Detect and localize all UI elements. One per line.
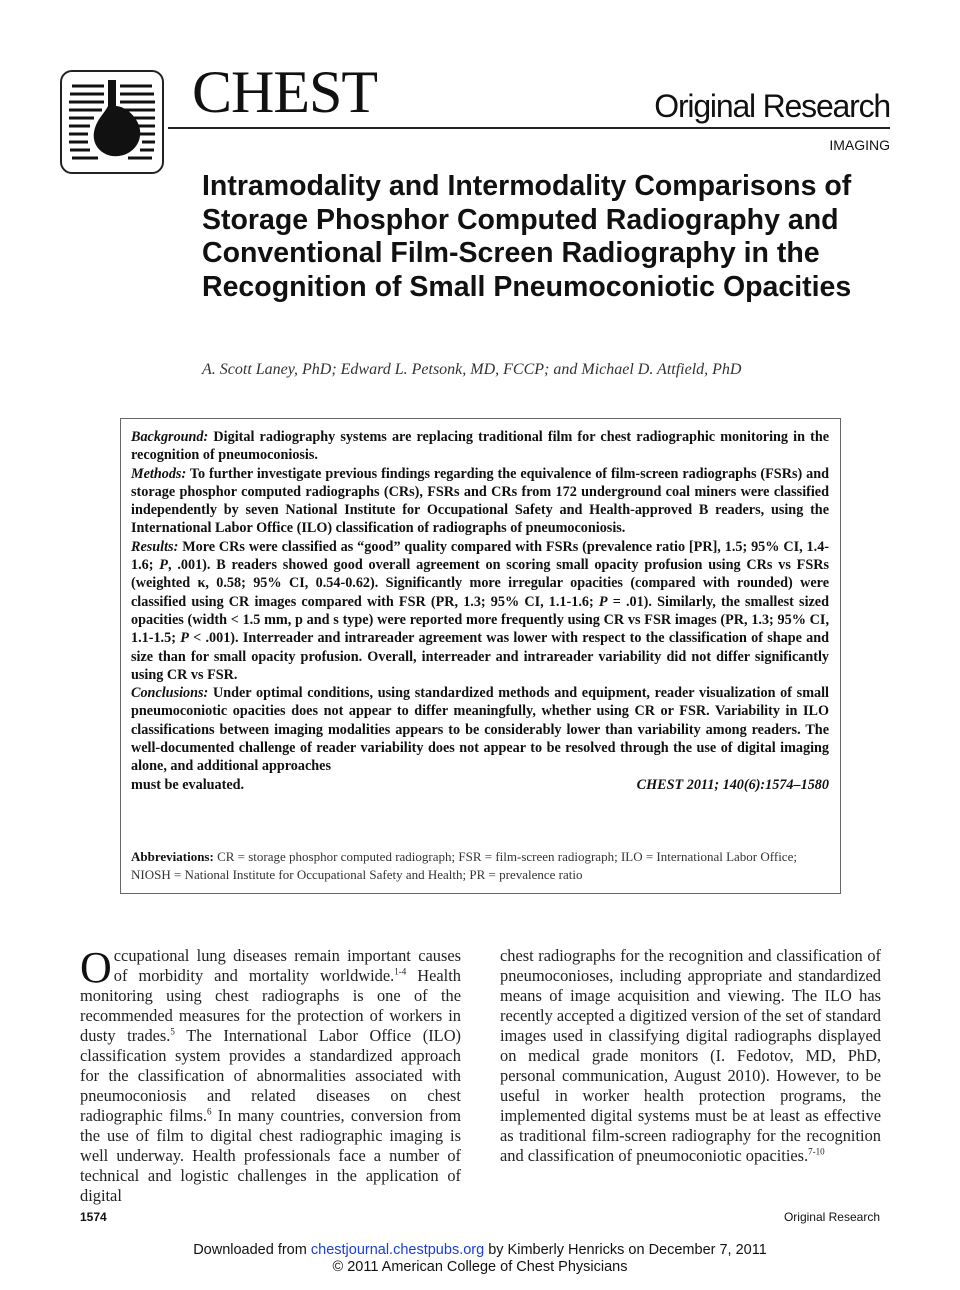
results-label: Results: xyxy=(131,538,179,555)
page-number: 1574 xyxy=(80,1210,107,1224)
conclusions-label: Conclusions: xyxy=(131,685,209,702)
reference-mark: 7-10 xyxy=(808,1146,825,1157)
p-symbol: P xyxy=(598,593,608,610)
abstract-results xyxy=(131,538,829,684)
article-title: Intramodality and Intermodality Comparisons of Storage Phosphor Computed Radiography and Conventional Film-Screen Radiography in the Recognition of Small Pneumoconiotic Opacities xyxy=(202,170,852,303)
methods-text: To further investigate previous findings regarding the equivalence of film-screen radiographs (FSRs) and storage phosphor computed radiographs (CRs), FSRs and CRs from 172 underground coal miners were classified independently by seven National Institute for Occupational Safety and Health-approved B readers, using the International Labor Office (ILO) classification of radiographs of pneumoconiosis. xyxy=(131,465,829,537)
journal-name: CHEST xyxy=(192,59,378,125)
background-label: Background: xyxy=(131,429,209,445)
journal-site-link[interactable]: chestjournal.chestpubs.org xyxy=(310,1242,485,1258)
citation-line xyxy=(131,776,829,794)
body-text: chest radiographs for the recognition and classification of pneumoconioses, including appropriate and standardized means of image acquisition and viewing. The ILO has recently accepted a digitized version of the set of standard images used in classifying digital radiographs displayed on medical grade monitors (I. Fedotov, MD, PhD, personal communication, August 2010). However, to be useful in worker health protection programs, the implemented digital systems must be at least as effective as traditional film-screen radiography for the recognition and classification of pneumoconiotic opacities. xyxy=(500,946,881,1165)
conclusions-text: Under optimal conditions, using standardized methods and equipment, reader visualization of small pneumoconiotic opacities does not appear to differ meaningfully, whether using CR or FSR. Variability in ILO classifications between imaging modalities appears to be considerably lower than variability among readers. The well-documented challenge of reader variability does not appear to be resolved through the use of digital imaging alone, and additional approaches xyxy=(131,685,829,775)
category-label: IMAGING xyxy=(829,137,890,153)
body-text: In many countries, conversion from the use of film to digital chest radiographic imaging is well underway. Health professionals face a number of technical and logistic challenges in the application of digital xyxy=(80,1106,462,1205)
reference-mark: 1-4 xyxy=(394,966,407,977)
drop-cap: O xyxy=(80,943,112,992)
download-suffix: by Kimberly Henricks on December 7, 2011 xyxy=(488,1242,767,1258)
abstract-methods xyxy=(131,465,829,538)
body-text: Health monitoring using chest radiographs is one of the recommended measures for the protection of workers in dusty trades. xyxy=(80,966,461,1045)
methods-label: Methods: xyxy=(131,465,187,482)
body-text: The International Labor Office (ILO) classification system provides a standardized approach for the classification of abnormalities associated with pneumoconiosis and related diseases on chest radiographic films. xyxy=(80,1026,461,1125)
copyright-notice: © 2011 American College of Chest Physicians xyxy=(332,1259,628,1275)
author-list: A. Scott Laney, PhD; Edward L. Petsonk, MD, FCCP; and Michael D. Attfield, PhD xyxy=(202,361,742,378)
body-text: ccupational lung diseases remain important causes of morbidity and mortality worldwide. xyxy=(113,946,461,985)
abstract-background xyxy=(131,428,829,465)
abbreviations-text: CR = storage phosphor computed radiograph; FSR = film-screen radiograph; ILO = International Labor Office; NIOSH = National Institute for Occupational Safety and Health; PR = prevalence ratio xyxy=(131,849,797,882)
section-label: Original Research xyxy=(654,88,890,124)
p-symbol: P xyxy=(159,557,168,574)
lungs-heart-icon xyxy=(62,72,162,172)
footer-section-label: Original Research xyxy=(783,1210,880,1224)
abstract-conclusions xyxy=(131,684,829,775)
results-text-3: = .01). Similarly, the smallest sized opacities (width < 1.5 mm, p and s type) were reported more frequently using CR vs FSR images (PR, 1.3; 95% CI, 1.1-1.5; xyxy=(131,593,829,647)
reference-mark: 6 xyxy=(206,1106,212,1117)
download-notice xyxy=(0,1242,960,1258)
results-text-1: More CRs were classified as “good” quality compared with FSRs (prevalence ratio [PR], 1.5; 95% CI, 1.4-1.6; xyxy=(131,538,830,574)
citation: CHEST 2011; 140(6):1574–1580 xyxy=(636,776,829,793)
results-text-2: , .001). B readers showed good overall agreement on scoring small opacity profusion using CRs vs FSRs (weighted κ, 0.58; 95% CI, 0.54-0.62). Significantly more irregular opacities (compared with rounded) were classified using CR images compared with FSR (PR, 1.3; 95% CI, 1.1-1.6; xyxy=(131,557,830,610)
download-prefix: Downloaded from xyxy=(193,1242,307,1258)
conclusions-end: must be evaluated. xyxy=(131,776,245,793)
p-symbol: P xyxy=(180,630,189,647)
body-column-left xyxy=(80,943,462,1206)
background-text: Digital radiography systems are replacing traditional film for chest radiographic monitoring in the recognition of pneumoconiosis. xyxy=(131,429,830,464)
header-rule xyxy=(168,127,890,129)
abbreviations-label: Abbreviations: xyxy=(131,849,214,864)
abstract xyxy=(131,428,829,794)
reference-mark: 5 xyxy=(170,1026,175,1037)
journal-logo-icon xyxy=(60,70,164,174)
body-column-right xyxy=(500,946,881,1166)
results-text-4: < .001). Interreader and intrareader agreement was lower with respect to the classification of shape and size than for small opacity profusion. Overall, interreader and intrareader variability did not differ significantly using CR vs FSR. xyxy=(131,630,830,683)
abbreviations xyxy=(131,848,829,883)
